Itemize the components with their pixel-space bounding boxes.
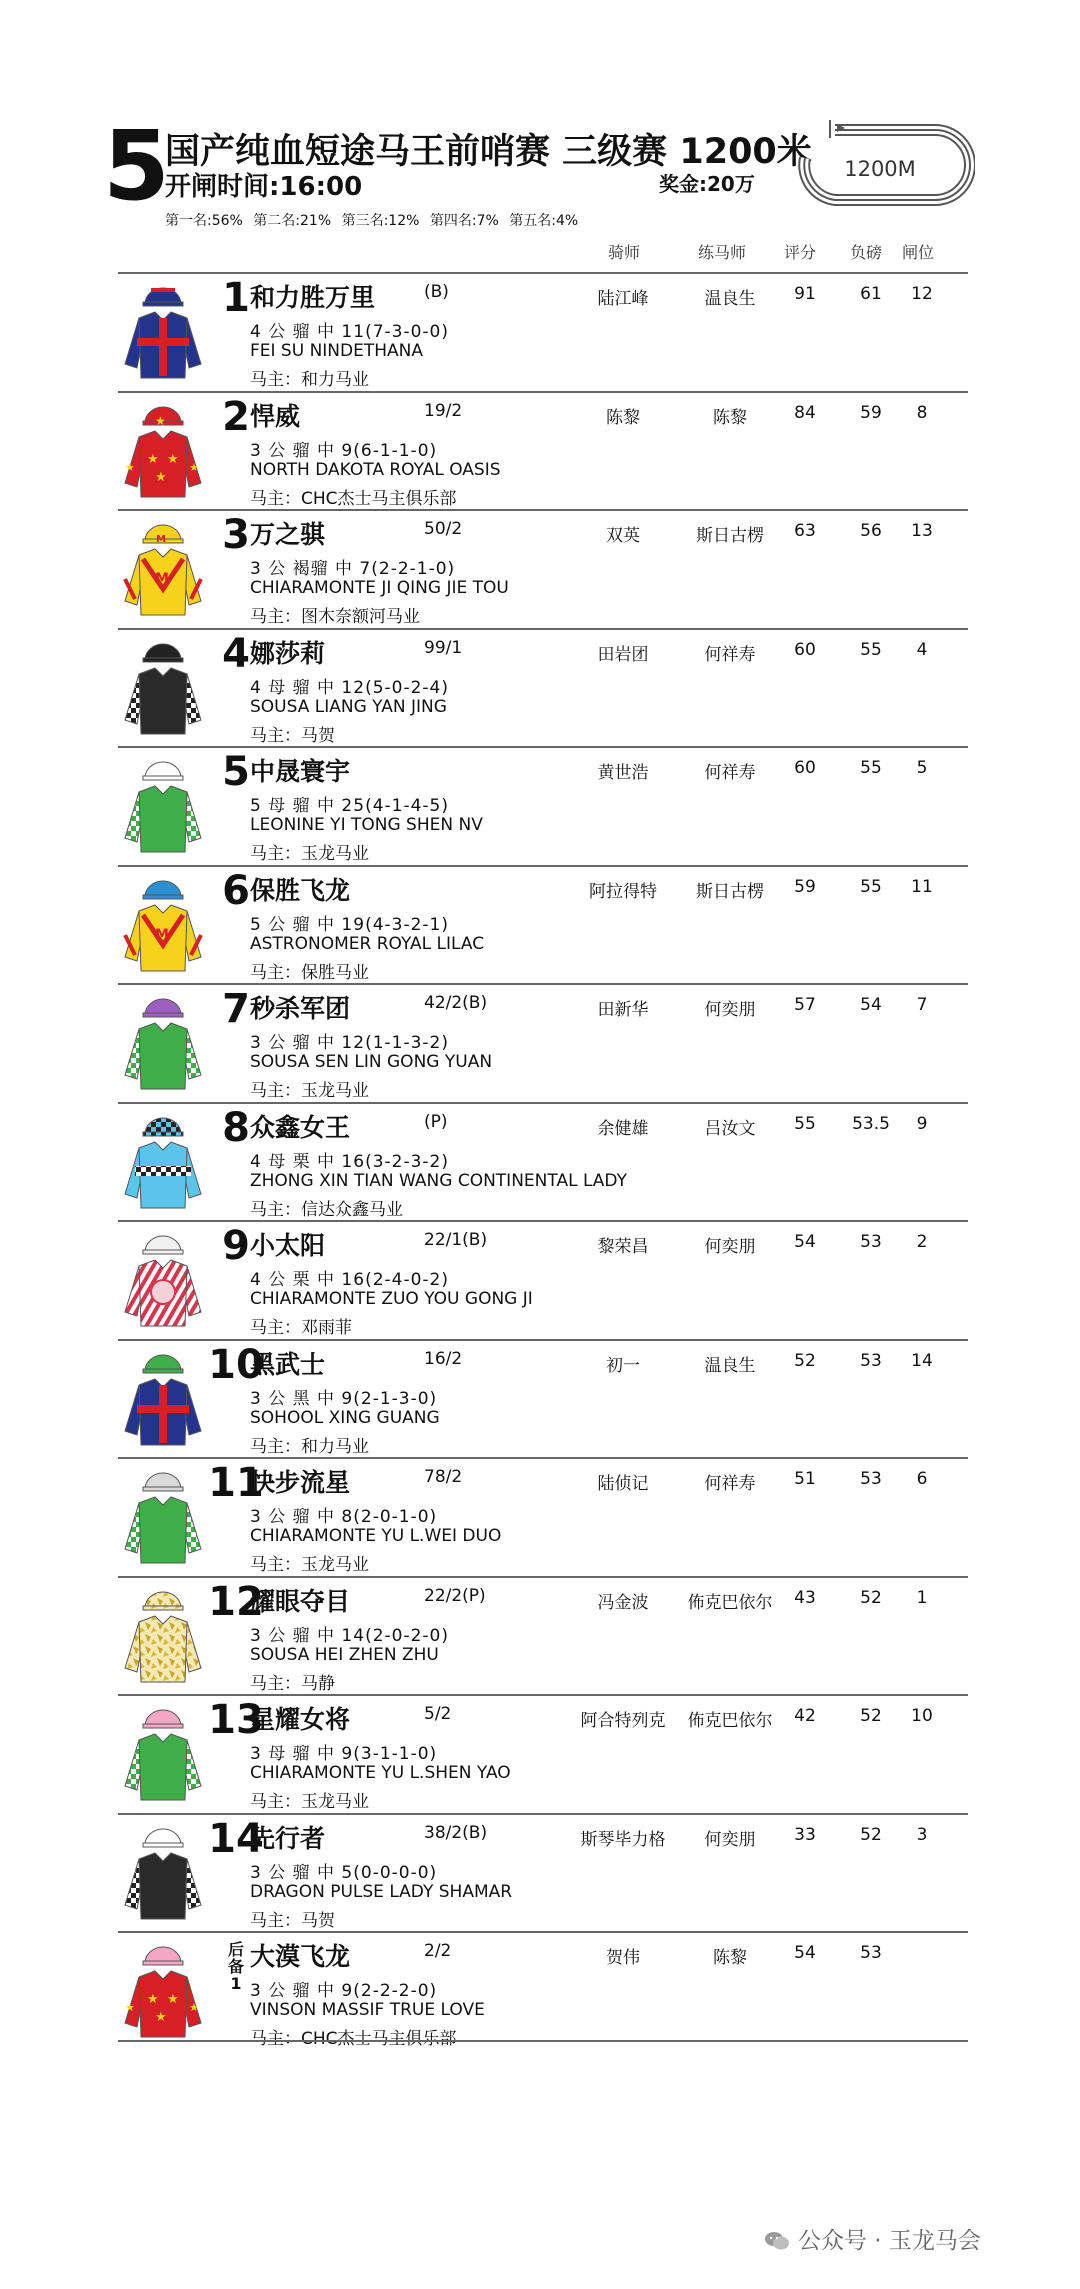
horse-info: 3 公 骝 中 8(2-0-1-0) [250,1507,438,1527]
trainer: 温良生 [704,1355,756,1376]
trainer: 吕汝文 [704,1118,756,1139]
gate: 14 [911,1350,933,1371]
horse-pedigree: LEONINE YI TONG SHEN NV [250,815,483,835]
col-rating: 评分 [783,243,816,262]
jockey: 黎荣昌 [597,1237,649,1257]
svg-text:★: ★ [125,2001,135,2014]
horse-name: 先行者 [250,1823,326,1853]
jockey: 余健雄 [597,1118,649,1139]
race-number: 5 [103,110,170,222]
trainer: 何祥寿 [704,644,756,665]
runner-number: 2 [222,393,250,440]
race-title: 国产纯血短途马王前哨赛 三级赛 1200米 [165,132,812,172]
jockey: 冯金波 [597,1592,649,1613]
jockey: 陈黎 [606,407,640,428]
weight: 53.5 [852,1113,890,1134]
trainer: 温良生 [704,289,756,309]
gate: 11 [911,876,933,897]
odds-third: 第三名:12% [341,213,420,229]
gate: 4 [916,639,928,660]
runner-number: 后 备 1 [227,1940,244,1993]
horse-odds: 38/2(B) [424,1822,488,1843]
svg-text:★: ★ [155,2010,167,2025]
jockey: 贺伟 [606,1948,640,1968]
runner-row [118,1457,968,1577]
rating: 57 [794,995,816,1015]
horse-name: 中晟寰宇 [250,757,351,786]
horse-name: 和力胜万里 [250,283,376,312]
horse-name: 娜莎莉 [250,638,326,668]
jockey-silks-icon [121,519,205,619]
gate: 8 [916,402,928,423]
svg-text:★: ★ [147,451,159,467]
horse-pedigree: ASTRONOMER ROYAL LILAC [250,933,485,954]
gate: 6 [916,1469,928,1489]
runner-row [118,272,968,392]
horse-pedigree: CHIARAMONTE YU L.WEI DUO [250,1526,502,1546]
race-prize: 奖金:20万 [659,172,755,196]
horse-pedigree: CHIARAMONTE ZUO YOU GONG JI [250,1289,533,1309]
gate: 1 [916,1587,928,1608]
odds-fifth: 第五名:4% [509,213,579,229]
runner-row [118,1220,968,1340]
rating: 33 [794,1824,816,1845]
horse-owner: 马主：玉龙马业 [250,1792,369,1812]
jockey-silks-icon [121,1230,205,1330]
jockey: 斯琴毕力格 [580,1829,666,1850]
horse-owner: 马主：CHC杰士马主俱乐部 [250,2029,457,2049]
jockey-silks-icon [121,756,205,856]
trainer: 何奕朋 [704,1237,756,1257]
gate: 10 [911,1706,933,1726]
horse-name: 众鑫女王 [250,1112,351,1142]
trainer: 何奕朋 [704,1000,756,1020]
rating: 63 [794,521,816,541]
horse-info: 3 公 骝 中 5(0-0-0-0) [250,1862,438,1883]
trainer: 佈克巴依尔 [687,1711,773,1731]
horse-odds: 22/2(P) [424,1585,486,1606]
weight: 53 [860,1350,882,1371]
jockey: 阿拉得特 [589,881,657,902]
horse-owner: 马主：和力马业 [250,1436,369,1457]
horse-odds: (P) [424,1111,448,1132]
horse-pedigree: VINSON MASSIF TRUE LOVE [250,2000,485,2020]
jockey-silks-icon [121,1467,205,1567]
horse-info: 4 母 栗 中 16(3-2-3-2) [250,1151,449,1172]
horse-name: 耀眼夺目 [250,1586,351,1616]
jockey-silks-icon [121,993,205,1093]
runner-number: 4 [222,630,250,677]
jockey: 黄世浩 [597,763,649,783]
runner-row [118,1102,968,1222]
runner-row [118,1813,968,1933]
runner-number: 7 [222,986,250,1032]
rating: 51 [794,1469,816,1489]
odds-first: 第一名:56% [165,213,243,229]
horse-odds: 16/2 [424,1348,463,1369]
horse-info: 3 母 骝 中 9(3-1-1-0) [250,1744,438,1764]
horse-info: 5 公 骝 中 19(4-3-2-1) [250,914,449,935]
trainer: 陈黎 [713,1948,747,1968]
gate: 7 [916,995,928,1015]
weight: 52 [860,1706,882,1726]
weight: 52 [860,1587,882,1608]
runner-row [118,391,968,511]
gate: 12 [911,284,933,304]
horse-name: 小太阳 [250,1231,326,1260]
jockey: 田岩团 [597,644,649,665]
runner-number: 10 [208,1341,264,1388]
horse-owner: 马主：马贺 [250,725,335,746]
horse-pedigree: SOHOOL XING GUANG [250,1407,440,1428]
horse-pedigree: SOUSA HEI ZHEN ZHU [250,1644,439,1665]
jockey-silks-icon [121,638,205,738]
col-gate: 闸位 [901,243,934,262]
weight: 55 [860,758,882,778]
runner-number: 1 [222,275,250,321]
weight: 61 [860,284,882,304]
odds-second: 第二名:21% [253,213,332,229]
svg-text:★: ★ [167,451,179,467]
jockey-silks-icon [121,401,205,501]
runner-row [118,865,968,985]
horse-info: 3 公 骝 中 14(2-0-2-0) [250,1625,449,1646]
svg-text:★: ★ [155,413,166,428]
jockey-silks-icon [121,282,205,382]
runner-row [118,628,968,748]
horse-pedigree: SOUSA SEN LIN GONG YUAN [250,1052,493,1072]
race-header [0,0,1080,260]
runner-number: 11 [208,1460,264,1506]
trainer: 佈克巴依尔 [687,1592,773,1613]
horse-odds: 42/2(B) [424,993,488,1013]
jockey-silks-icon [121,1586,205,1686]
distance-label: 1200M [844,157,916,181]
gate: 5 [916,758,928,778]
trainer: 斯日古楞 [696,526,764,546]
horse-info: 3 公 褐骝 中 7(2-2-1-0) [250,559,456,579]
runner-row [118,746,968,866]
horse-odds: (B) [424,282,449,302]
weight: 55 [860,876,882,897]
horse-info: 3 公 骝 中 9(6-1-1-0) [250,440,438,461]
horse-name: 星耀女将 [250,1705,351,1734]
jockey-silks-icon [121,1704,205,1804]
svg-text:M: M [155,926,169,943]
horse-pedigree: NORTH DAKOTA ROYAL OASIS [250,459,501,480]
svg-text:★: ★ [189,2001,199,2014]
horse-pedigree: SOUSA LIANG YAN JING [250,696,447,717]
gate: 2 [916,1232,928,1252]
svg-text:★: ★ [167,1992,179,2007]
footer-text: 公众号 · 玉龙马会 [798,2228,981,2254]
weight: 54 [860,995,882,1015]
trainer: 何祥寿 [704,1474,756,1494]
rating: 91 [794,284,816,304]
runner-row [118,983,968,1103]
jockey: 田新华 [597,1000,649,1020]
jockey: 双英 [606,526,640,546]
col-weight: 负磅 [849,243,882,262]
rating: 60 [794,758,816,778]
jockey-silks-icon [121,1941,205,2041]
rating: 52 [794,1350,816,1371]
jockey-silks-icon [121,1112,205,1212]
jockey: 陆侦记 [597,1474,649,1494]
horse-owner: 马主：玉龙马业 [250,1081,369,1101]
horse-pedigree: DRAGON PULSE LADY SHAMAR [250,1881,513,1902]
weight: 53 [860,1469,882,1489]
runner-row [118,1694,968,1814]
horse-name: 大漠飞龙 [250,1942,351,1971]
trainer: 何奕朋 [704,1829,756,1850]
horse-info: 4 公 栗 中 16(2-4-0-2) [250,1270,449,1290]
trainer: 何祥寿 [704,763,756,783]
runner-number: 13 [208,1697,264,1743]
svg-text:★: ★ [155,469,167,485]
horse-name: 悍威 [250,401,301,431]
svg-text:M: M [155,571,169,587]
horse-odds: 99/1 [424,637,463,658]
runner-number: 6 [222,867,250,914]
horse-owner: 马主：图木奈额河马业 [250,607,420,627]
runner-row [118,1576,968,1696]
svg-text:★: ★ [147,1992,159,2007]
trainer: 陈黎 [713,407,747,428]
weight: 53 [860,1232,882,1252]
jockey: 陆江峰 [597,289,649,309]
gate: 3 [916,1824,928,1845]
runner-number: 5 [222,749,250,795]
footer-account [764,2222,981,2255]
rating: 54 [794,1232,816,1252]
horse-owner: 马主：玉龙马业 [250,1555,369,1575]
rating: 43 [794,1587,816,1608]
runner-row [118,1339,968,1459]
horse-info: 3 公 骝 中 12(1-1-3-2) [250,1033,449,1053]
horse-odds: 78/2 [424,1467,463,1487]
horse-pedigree: CHIARAMONTE JI QING JIE TOU [250,578,509,598]
rating: 84 [794,402,816,423]
odds-fourth: 第四名:7% [429,213,499,229]
horse-info: 4 公 骝 中 11(7-3-0-0) [250,322,449,342]
horse-pedigree: CHIARAMONTE YU L.SHEN YAO [250,1763,511,1783]
horse-odds: 19/2 [424,400,463,421]
jockey-silks-icon [121,875,205,975]
svg-text:★: ★ [189,460,199,474]
horse-info: 5 母 骝 中 25(4-1-4-5) [250,796,449,816]
rating: 59 [794,876,816,897]
col-trainer: 练马师 [697,243,746,262]
gate: 13 [911,521,933,541]
runner-number: 12 [208,1578,264,1625]
horse-name: 快步流星 [250,1468,351,1497]
table-bottom-rule [118,2040,968,2042]
trainer: 斯日古楞 [696,881,764,902]
gate: 9 [916,1113,928,1134]
jockey: 阿合特列克 [580,1711,666,1731]
race-start-time: 开闸时间:16:00 [165,172,363,202]
jockey-silks-icon [121,1823,205,1923]
runner-row [118,1931,968,2051]
col-jockey: 骑师 [607,243,640,262]
runner-number: 14 [208,1815,264,1862]
rating: 54 [794,1943,816,1963]
placing-odds [165,210,584,230]
horse-name: 秒杀军团 [250,994,351,1023]
runner-number: 3 [222,512,250,558]
runner-number: 8 [222,1104,250,1151]
horse-owner: 马主：和力马业 [250,370,369,390]
horse-owner: 马主：保胜马业 [250,962,369,983]
rating: 60 [794,639,816,660]
horse-odds: 2/2 [424,1941,452,1961]
weight: 52 [860,1824,882,1845]
horse-owner: 马主：CHC杰士马主俱乐部 [250,488,457,509]
horse-name: 万之骐 [250,520,326,549]
wechat-icon [764,2231,790,2251]
weight: 56 [860,521,882,541]
runner-number: 9 [222,1223,250,1269]
weight: 59 [860,402,882,423]
runner-row [118,509,968,629]
horse-owner: 马主：马静 [250,1673,335,1694]
weight: 53 [860,1943,882,1963]
horse-owner: 马主：玉龙马业 [250,844,369,864]
svg-text:M: M [156,534,166,545]
horse-info: 3 公 骝 中 9(2-2-2-0) [250,1981,438,2001]
horse-odds: 50/2 [424,519,463,539]
horse-name: 黑武士 [250,1349,326,1379]
weight: 55 [860,639,882,660]
jockey-silks-icon [121,1349,205,1449]
svg-text:★: ★ [125,460,135,474]
horse-name: 保胜飞龙 [250,875,351,905]
horse-info: 3 公 黑 中 9(2-1-3-0) [250,1388,438,1409]
rating: 55 [794,1113,816,1134]
jockey: 初一 [606,1355,640,1376]
horse-pedigree: FEI SU NINDETHANA [250,341,423,361]
horse-owner: 马主：邓雨菲 [250,1318,352,1338]
horse-owner: 马主：信达众鑫马业 [250,1199,403,1220]
horse-pedigree: ZHONG XIN TIAN WANG CONTINENTAL LADY [250,1170,627,1191]
horse-owner: 马主：马贺 [250,1910,335,1931]
horse-info: 4 母 骝 中 12(5-0-2-4) [250,677,449,698]
horse-odds: 5/2 [424,1704,452,1724]
horse-odds: 22/1(B) [424,1230,488,1250]
rating: 42 [794,1706,816,1726]
